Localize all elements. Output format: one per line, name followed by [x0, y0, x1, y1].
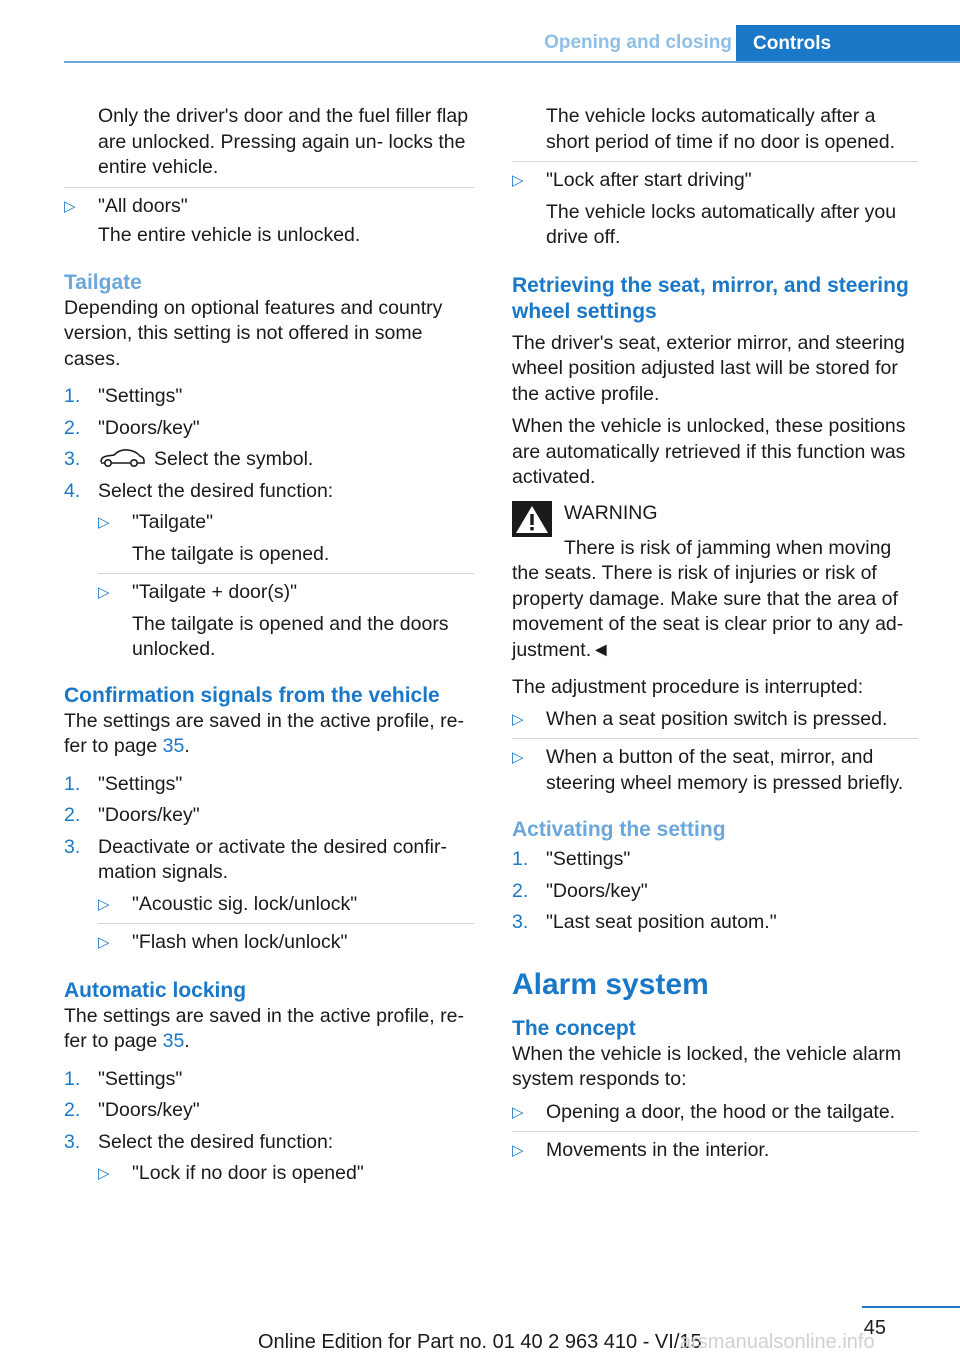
list-item — [512, 1100, 918, 1126]
step-text: "Settings" — [98, 385, 183, 407]
chapter-heading-alarm: Alarm system — [512, 967, 709, 1001]
triangle-right-icon: ▷ — [98, 514, 110, 531]
period: . — [184, 1030, 190, 1052]
list-item-label: "Flash when lock/unlock" — [132, 931, 348, 953]
step-row — [64, 447, 474, 473]
list-item-desc: The entire vehicle is unlocked. — [98, 224, 361, 246]
step-row — [512, 847, 918, 873]
retrieve-text-1: The driver's seat, exterior mirror, and steering wheel position adjusted last will be stored for the active profile. — [512, 331, 905, 405]
step-text: "Doors/key" — [98, 804, 200, 826]
step-row — [512, 910, 918, 936]
list-item-label: Movements in the interior. — [546, 1139, 770, 1161]
list-item-label: "Lock after start driving" — [546, 169, 752, 191]
step-text: "Last seat position autom." — [546, 911, 777, 933]
left-column — [64, 104, 474, 1193]
triangle-right-icon: ▷ — [98, 934, 110, 951]
step-number: 2. — [64, 804, 81, 826]
step-text: "Settings" — [98, 772, 183, 795]
list-item — [512, 1138, 918, 1164]
warning-body: There is risk of jamming when moving the seats. There is risk of injuries or risk of property damage. Make sure that the area of movement of the seat is clear prior to any ad- justment.◄ — [512, 536, 904, 661]
intro-text: The vehicle locks automatically after a short period of time if no door is opened. — [546, 105, 896, 153]
list-item-label: "Tailgate + door(s)" — [132, 581, 298, 603]
auto-text — [64, 1004, 474, 1055]
confirm-text — [64, 709, 474, 760]
step-number: 1. — [64, 772, 81, 795]
edition-text: Online Edition for Part no. 01 40 2 963 410 - VI/15 — [258, 1331, 702, 1353]
step-number: 3. — [64, 1130, 81, 1153]
header-rule — [64, 61, 960, 63]
warning-triangle-icon — [512, 501, 552, 537]
section-heading-activating: Activating the setting — [512, 818, 726, 841]
car-outline-icon — [98, 447, 146, 469]
watermark: arsmanualsonline.info — [680, 1331, 875, 1353]
divider — [512, 738, 918, 739]
step-row — [64, 835, 474, 886]
auto-text-body: The settings are saved in the active profile, re- fer to page — [64, 1004, 464, 1052]
list-item — [98, 510, 474, 536]
tailgate-text: Depending on optional features and country version, this setting is not offered in some cases. — [64, 296, 443, 370]
step-text: Select the desired function: — [98, 479, 334, 502]
triangle-right-icon: ▷ — [98, 584, 110, 601]
step-text: "Doors/key" — [546, 879, 648, 902]
right-column — [512, 104, 918, 1170]
warning-text — [512, 536, 918, 664]
list-item — [512, 745, 918, 796]
header-chapter-tab: Controls — [736, 25, 960, 62]
step-number: 1. — [64, 385, 81, 407]
step-text: "Doors/key" — [98, 1099, 200, 1121]
step-number: 4. — [64, 479, 81, 502]
list-item — [98, 892, 474, 918]
divider — [64, 187, 474, 188]
page-link[interactable]: 35 — [162, 735, 185, 757]
list-item-desc: The tailgate is opened. — [132, 542, 330, 565]
step-number: 2. — [64, 416, 81, 439]
list-item-desc: The vehicle locks automatically after you drive off. — [546, 200, 897, 248]
period: . — [184, 735, 190, 757]
step-text: Deactivate or activate the desired confir- mation signals. — [98, 835, 448, 883]
step-row — [64, 416, 474, 442]
step-row — [64, 384, 474, 410]
step-text: Select the desired function: — [98, 1130, 334, 1153]
intro-text: Only the driver's door and the fuel filler flap are unlocked. Pressing again un- locks the entire vehicle. — [98, 105, 469, 178]
step-row — [64, 479, 474, 505]
list-item — [512, 707, 918, 733]
step-row — [64, 803, 474, 829]
step-number: 1. — [64, 1067, 81, 1090]
step-row — [64, 1067, 474, 1093]
section-heading-retrieving: Retrieving the seat, mirror, and steering wheel settings — [512, 273, 909, 323]
triangle-right-icon: ▷ — [512, 1103, 524, 1121]
list-item-label: "All doors" — [98, 194, 188, 217]
list-item — [512, 168, 918, 194]
triangle-right-icon: ▷ — [64, 197, 76, 215]
section-heading-tailgate: Tailgate — [64, 270, 142, 294]
list-item-label: "Acoustic sig. lock/unlock" — [132, 892, 358, 915]
list-item — [98, 580, 474, 606]
triangle-right-icon: ▷ — [512, 1142, 524, 1159]
step-number: 2. — [512, 879, 529, 902]
list-item — [64, 194, 474, 220]
step-row — [512, 879, 918, 905]
step-number: 3. — [512, 911, 529, 933]
divider — [512, 161, 918, 162]
step-row — [64, 772, 474, 798]
concept-text: When the vehicle is locked, the vehicle alarm system responds to: — [512, 1042, 902, 1090]
step-number: 2. — [64, 1099, 81, 1121]
step-row — [64, 1130, 474, 1156]
retrieve-text-2: When the vehicle is unlocked, these positions are automatically retrieved if this function was activated. — [512, 415, 906, 488]
triangle-right-icon: ▷ — [98, 1165, 110, 1182]
step-number: 3. — [64, 835, 81, 858]
list-item-label: "Tailgate" — [132, 511, 214, 533]
triangle-right-icon: ▷ — [512, 710, 524, 728]
confirm-text-body: The settings are saved in the active profile, re- fer to page — [64, 709, 464, 757]
warning-block — [512, 501, 918, 537]
step-text: "Settings" — [546, 848, 631, 870]
section-heading-concept: The concept — [512, 1016, 636, 1040]
section-heading-confirmation: Confirmation signals from the vehicle — [64, 683, 440, 707]
step-row — [64, 1098, 474, 1124]
page-number: 45 — [863, 1317, 886, 1339]
divider — [98, 923, 474, 924]
page-link[interactable]: 35 — [162, 1030, 185, 1052]
list-item-label: When a seat position switch is pressed. — [546, 707, 888, 730]
list-item-label: Opening a door, the hood or the tailgate. — [546, 1100, 896, 1123]
header-section-title: Opening and closing — [544, 32, 732, 53]
interrupt-text: The adjustment procedure is interrupted: — [512, 676, 864, 698]
step-text: "Settings" — [98, 1067, 183, 1090]
section-heading-automatic-locking: Automatic locking — [64, 978, 247, 1002]
list-item-label: When a button of the seat, mirror, and steering wheel memory is pressed briefly. — [546, 746, 904, 794]
step-text: "Doors/key" — [98, 416, 200, 439]
triangle-right-icon: ▷ — [98, 895, 110, 913]
list-item-label: "Lock if no door is opened" — [132, 1162, 364, 1184]
footer-rule — [862, 1306, 960, 1308]
step-number: 1. — [512, 848, 529, 870]
triangle-right-icon: ▷ — [512, 749, 524, 766]
list-item — [98, 1161, 474, 1187]
triangle-right-icon: ▷ — [512, 172, 524, 189]
warning-title: WARNING — [564, 501, 658, 524]
list-item-desc: The tailgate is opened and the doors unlocked. — [132, 612, 449, 660]
list-item — [98, 930, 474, 956]
step-number: 3. — [64, 448, 81, 470]
divider — [512, 1131, 918, 1132]
step-text: Select the symbol. — [154, 448, 314, 470]
divider — [98, 573, 474, 574]
